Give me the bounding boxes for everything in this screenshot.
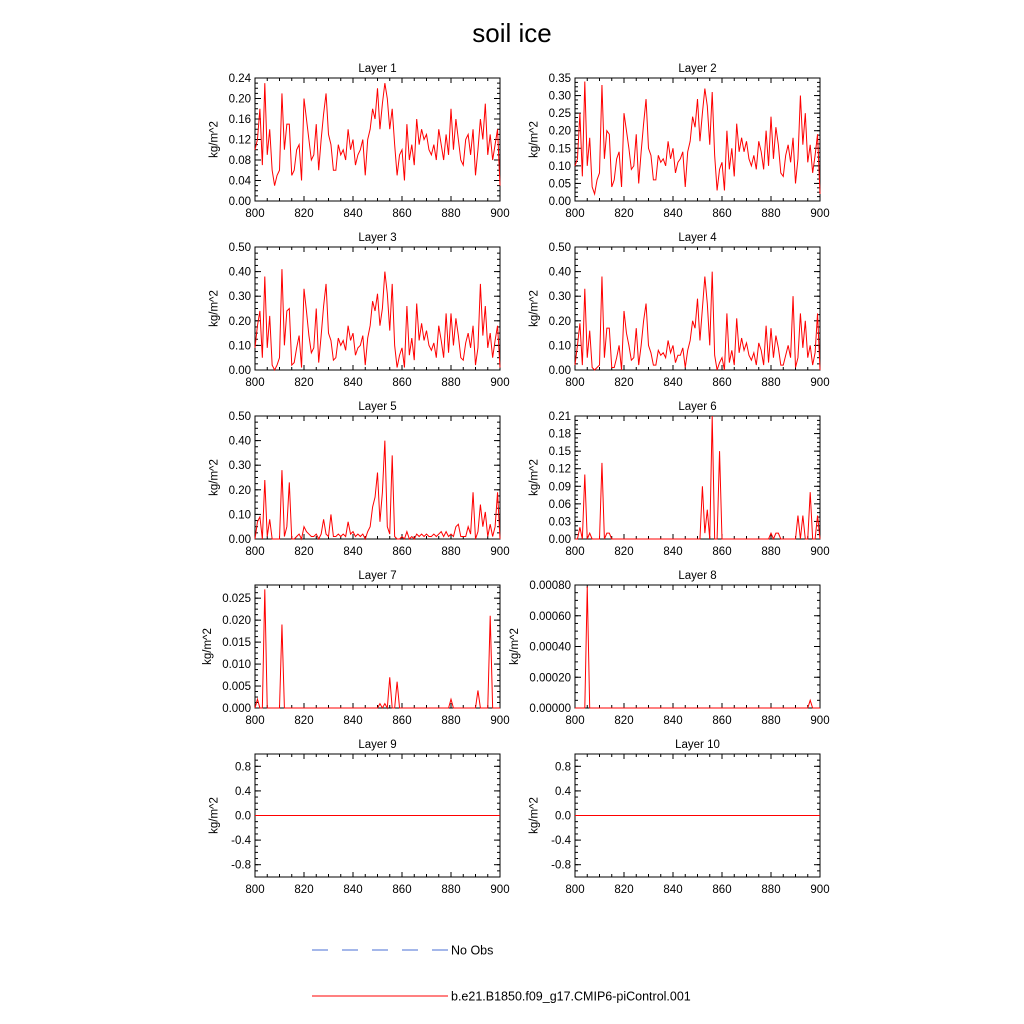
- y-tick-label: 0.0: [555, 810, 571, 823]
- panel-title: Layer 4: [678, 232, 717, 244]
- y-tick-label: 0.50: [228, 411, 251, 423]
- y-tick-label: 0.18: [548, 428, 571, 441]
- series-line-layer-7: [255, 589, 500, 708]
- y-tick-label: 0.30: [548, 90, 571, 103]
- x-tick-label: 860: [392, 208, 412, 220]
- panel-title: Layer 6: [678, 401, 717, 413]
- x-tick-label: 800: [245, 884, 265, 896]
- y-tick-label: 0.005: [222, 681, 251, 694]
- x-tick-label: 820: [614, 884, 634, 896]
- panel-layer-6: [528, 401, 829, 558]
- y-tick-label: -0.4: [231, 835, 251, 848]
- x-tick-label: 880: [441, 884, 461, 896]
- y-axis-label: kg/m^2: [208, 121, 221, 158]
- y-tick-label: 0.50: [228, 242, 251, 254]
- x-tick-label: 840: [663, 884, 683, 896]
- panel-title: Layer 7: [358, 570, 397, 582]
- y-tick-label: 0.00060: [529, 610, 571, 623]
- x-tick-label: 800: [245, 208, 265, 220]
- x-tick-label: 840: [343, 377, 363, 389]
- y-axis-label: kg/m^2: [208, 459, 221, 496]
- x-tick-label: 880: [761, 884, 781, 896]
- series-line-layer-4: [575, 272, 820, 370]
- y-tick-label: -0.4: [551, 835, 571, 848]
- x-tick-label: 900: [810, 208, 830, 220]
- x-tick-label: 860: [392, 884, 412, 896]
- y-tick-label: 0.00080: [529, 580, 571, 592]
- y-tick-label: 0.20: [228, 484, 251, 497]
- panel-layer-1: [208, 63, 509, 220]
- y-tick-label: 0.15: [548, 143, 571, 156]
- x-tick-label: 840: [663, 546, 683, 558]
- x-tick-label: 800: [565, 884, 585, 896]
- y-tick-label: 0.010: [222, 659, 251, 672]
- x-tick-label: 880: [441, 546, 461, 558]
- x-tick-label: 840: [343, 884, 363, 896]
- panel-title: Layer 3: [358, 232, 397, 244]
- x-tick-label: 820: [294, 546, 314, 558]
- panel-layer-2: [528, 63, 829, 220]
- x-tick-label: 800: [565, 377, 585, 389]
- y-tick-label: 0.000: [222, 703, 251, 715]
- x-tick-label: 820: [294, 884, 314, 896]
- y-axis-label: kg/m^2: [528, 459, 541, 496]
- panel-layer-10: [528, 739, 829, 896]
- y-tick-label: 0.025: [222, 593, 251, 606]
- y-tick-label: 0.50: [548, 242, 571, 254]
- y-tick-label: 0.4: [555, 785, 571, 798]
- y-tick-label: 0.8: [555, 761, 571, 774]
- y-tick-label: 0.00000: [529, 703, 571, 715]
- y-tick-label: 0.00: [548, 196, 571, 208]
- plot-frame: [575, 416, 820, 539]
- y-axis-label: kg/m^2: [208, 290, 221, 327]
- x-tick-label: 860: [712, 884, 732, 896]
- x-tick-label: 800: [245, 377, 265, 389]
- figure-title: soil ice: [472, 18, 552, 48]
- y-tick-label: 0.24: [228, 73, 251, 85]
- plot-frame: [575, 585, 820, 708]
- panel-title: Layer 10: [675, 739, 720, 751]
- panel-title: Layer 1: [358, 63, 397, 75]
- panel-title: Layer 8: [678, 570, 717, 582]
- panel-layer-7: [202, 570, 510, 727]
- y-tick-label: 0.30: [228, 460, 251, 473]
- x-tick-label: 880: [761, 546, 781, 558]
- panel-title: Layer 5: [358, 401, 397, 413]
- x-tick-label: 900: [490, 546, 510, 558]
- y-tick-label: 0.10: [548, 340, 571, 353]
- x-tick-label: 900: [810, 546, 830, 558]
- panel-title: Layer 9: [358, 739, 397, 751]
- panel-title: Layer 2: [678, 63, 717, 75]
- y-axis-label: kg/m^2: [202, 628, 214, 665]
- y-axis-label: kg/m^2: [528, 797, 541, 834]
- y-tick-label: -0.8: [231, 859, 251, 872]
- y-tick-label: 0.00020: [529, 672, 571, 685]
- x-tick-label: 800: [565, 208, 585, 220]
- x-tick-label: 800: [245, 715, 265, 727]
- y-tick-label: 0.8: [235, 761, 251, 774]
- y-tick-label: 0.40: [228, 435, 251, 448]
- y-tick-label: 0.015: [222, 637, 251, 650]
- y-tick-label: 0.12: [228, 134, 251, 147]
- y-tick-label: 0.03: [548, 516, 571, 529]
- x-tick-label: 880: [761, 208, 781, 220]
- series-line-layer-6: [575, 416, 820, 539]
- y-axis-label: kg/m^2: [528, 121, 541, 158]
- x-tick-label: 860: [712, 377, 732, 389]
- x-tick-label: 900: [490, 715, 510, 727]
- x-tick-label: 840: [343, 208, 363, 220]
- x-tick-label: 820: [614, 377, 634, 389]
- y-tick-label: 0.10: [228, 509, 251, 522]
- x-tick-label: 840: [663, 377, 683, 389]
- panel-layer-9: [208, 739, 509, 896]
- x-tick-label: 860: [712, 546, 732, 558]
- series-line-layer-5: [255, 441, 500, 539]
- y-tick-label: 0.06: [548, 498, 571, 511]
- y-tick-label: 0.00: [228, 365, 251, 377]
- y-tick-label: 0.20: [548, 125, 571, 138]
- series-line-layer-8: [575, 587, 820, 708]
- x-tick-label: 900: [810, 377, 830, 389]
- x-tick-label: 880: [761, 715, 781, 727]
- x-tick-label: 900: [490, 377, 510, 389]
- y-tick-label: 0.20: [228, 315, 251, 328]
- y-tick-label: 0.4: [235, 785, 251, 798]
- x-tick-label: 800: [565, 715, 585, 727]
- x-tick-label: 840: [343, 715, 363, 727]
- x-tick-label: 840: [663, 208, 683, 220]
- x-tick-label: 820: [614, 715, 634, 727]
- y-tick-label: 0.00: [228, 534, 251, 546]
- y-tick-label: 0.00040: [529, 641, 571, 654]
- x-tick-label: 900: [810, 715, 830, 727]
- series-line-layer-3: [255, 269, 500, 370]
- y-tick-label: 0.09: [548, 481, 571, 494]
- plot-frame: [255, 585, 500, 708]
- x-tick-label: 840: [663, 715, 683, 727]
- y-tick-label: 0.04: [228, 175, 251, 188]
- y-axis-label: kg/m^2: [208, 797, 221, 834]
- x-tick-label: 840: [343, 546, 363, 558]
- x-tick-label: 820: [294, 208, 314, 220]
- x-tick-label: 880: [441, 715, 461, 727]
- panel-layer-3: [208, 232, 509, 389]
- y-tick-label: 0.21: [548, 411, 571, 423]
- x-tick-label: 880: [441, 208, 461, 220]
- y-axis-label: kg/m^2: [509, 628, 522, 665]
- y-tick-label: 0.05: [548, 178, 571, 191]
- panel-layer-4: [528, 232, 829, 389]
- panels-grid: [202, 63, 830, 896]
- y-tick-label: 0.30: [548, 291, 571, 304]
- series-line-layer-2: [575, 82, 820, 194]
- y-tick-label: 0.10: [548, 160, 571, 173]
- legend-label-model: b.e21.B1850.f09_g17.CMIP6-piControl.001: [451, 989, 691, 1004]
- y-tick-label: 0.30: [228, 291, 251, 304]
- x-tick-label: 880: [441, 377, 461, 389]
- x-tick-label: 900: [490, 884, 510, 896]
- y-tick-label: 0.15: [548, 446, 571, 459]
- x-tick-label: 820: [614, 208, 634, 220]
- x-tick-label: 900: [810, 884, 830, 896]
- legend-label-no-obs: No Obs: [451, 943, 494, 958]
- x-tick-label: 860: [392, 715, 412, 727]
- series-line-layer-1: [255, 83, 500, 186]
- x-tick-label: 860: [392, 546, 412, 558]
- x-tick-label: 880: [761, 377, 781, 389]
- plot-frame: [255, 247, 500, 370]
- x-tick-label: 820: [294, 715, 314, 727]
- x-tick-label: 860: [712, 208, 732, 220]
- panel-layer-5: [208, 401, 509, 558]
- y-tick-label: 0.25: [548, 108, 571, 121]
- y-tick-label: 0.40: [548, 266, 571, 279]
- panel-layer-8: [509, 570, 829, 727]
- y-tick-label: 0.16: [228, 114, 251, 126]
- x-tick-label: 820: [294, 377, 314, 389]
- y-tick-label: 0.12: [548, 463, 571, 476]
- x-tick-label: 800: [565, 546, 585, 558]
- y-tick-label: 0.08: [228, 155, 251, 167]
- y-tick-label: 0.20: [228, 93, 251, 106]
- y-tick-label: -0.8: [551, 859, 571, 872]
- plot-frame: [575, 247, 820, 370]
- y-tick-label: 0.00: [548, 534, 571, 546]
- y-axis-label: kg/m^2: [528, 290, 541, 327]
- y-tick-label: 0.020: [222, 615, 251, 628]
- legend: [312, 944, 691, 1004]
- x-tick-label: 820: [614, 546, 634, 558]
- y-tick-label: 0.00: [228, 196, 251, 208]
- x-tick-label: 800: [245, 546, 265, 558]
- y-tick-label: 0.40: [228, 266, 251, 279]
- y-tick-label: 0.00: [548, 365, 571, 377]
- y-tick-label: 0.10: [228, 340, 251, 353]
- y-tick-label: 0.0: [235, 810, 251, 823]
- x-tick-label: 860: [712, 715, 732, 727]
- x-tick-label: 900: [490, 208, 510, 220]
- y-tick-label: 0.35: [548, 73, 571, 85]
- y-tick-label: 0.20: [548, 315, 571, 328]
- x-tick-label: 860: [392, 377, 412, 389]
